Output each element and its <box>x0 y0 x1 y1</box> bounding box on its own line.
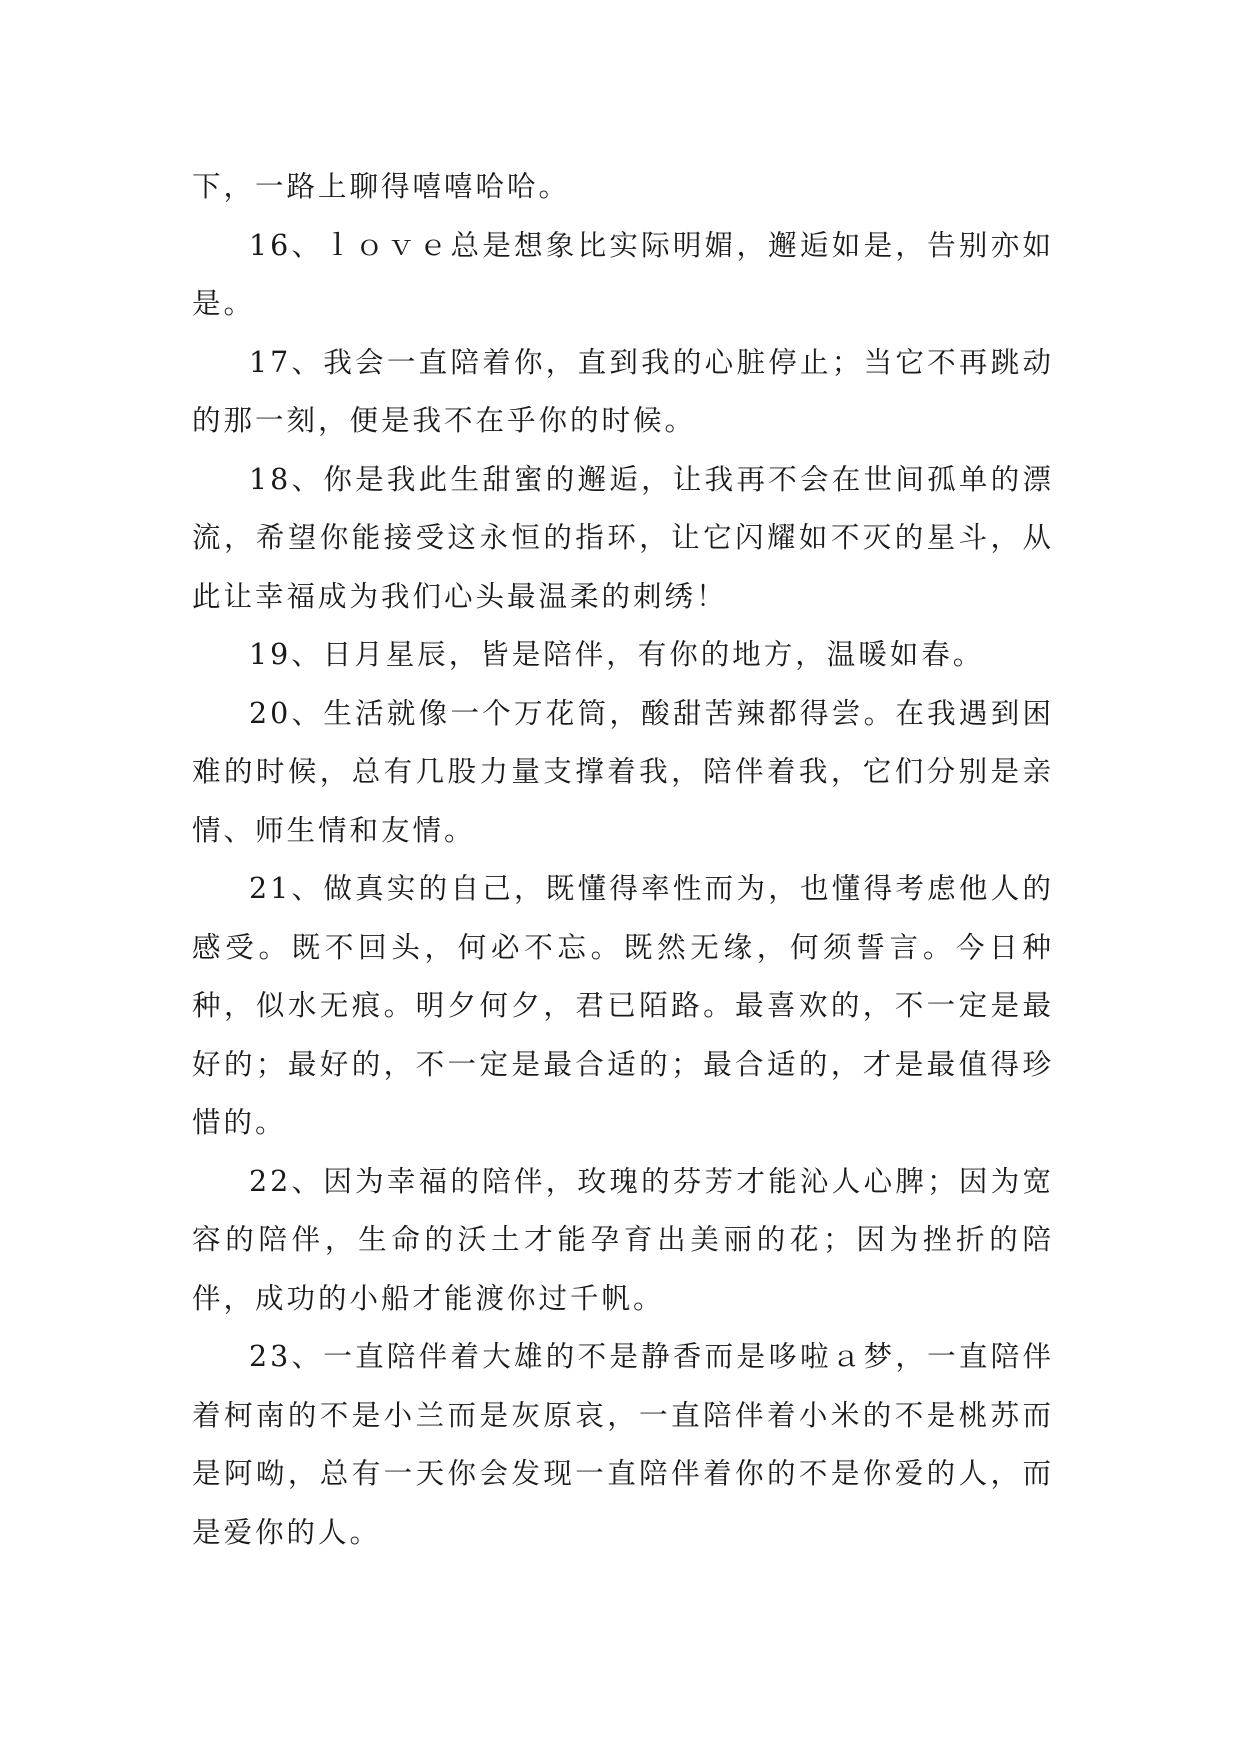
paragraph-18: 18、你是我此生甜蜜的邂逅，让我再不会在世间孤单的漂流，希望你能接受这永恒的指环，让它闪耀如不灭的星斗，从此让幸福成为我们心头最温柔的刺绣！ <box>192 462 1054 613</box>
paragraph-19: 19、日月星辰，皆是陪伴，有你的地方，温暖如春。 <box>249 638 985 671</box>
paragraph-17: 17、我会一直陪着你，直到我的心脏停止；当它不再跳动的那一刻，便是我不在乎你的时候。 <box>192 345 1054 437</box>
document-body <box>192 158 1054 1562</box>
paragraph-23: 23、一直陪伴着大雄的不是静香而是哆啦ａ梦，一直陪伴着柯南的不是小兰而是灰原哀，一直陪伴着小米的不是桃苏而是阿呦，总有一天你会发现一直陪伴着你的不是你爱的人，而是爱你的人。 <box>192 1340 1054 1549</box>
paragraph-21: 21、做真实的自己，既懂得率性而为，也懂得考虑他人的感受。既不回头，何必不忘。既然无缘，何须誓言。今日种种，似水无痕。明夕何夕，君已陌路。最喜欢的，不一定是最好的；最好的，不一定是最合适的；最合适的，才是最值得珍惜的。 <box>192 872 1054 1139</box>
paragraph-continuation: 下，一路上聊得嘻嘻哈哈。 <box>192 170 571 203</box>
paragraph-20: 20、生活就像一个万花筒，酸甜苦辣都得尝。在我遇到困难的时候，总有几股力量支撑着我，陪伴着我，它们分别是亲情、师生情和友情。 <box>192 696 1054 847</box>
paragraph-22: 22、因为幸福的陪伴，玫瑰的芬芳才能沁人心脾；因为宽容的陪伴，生命的沃土才能孕育出美丽的花；因为挫折的陪伴，成功的小船才能渡你过千帆。 <box>192 1164 1054 1315</box>
paragraph-16: 16、ｌｏｖｅ总是想象比实际明媚，邂逅如是，告别亦如是。 <box>192 228 1054 320</box>
